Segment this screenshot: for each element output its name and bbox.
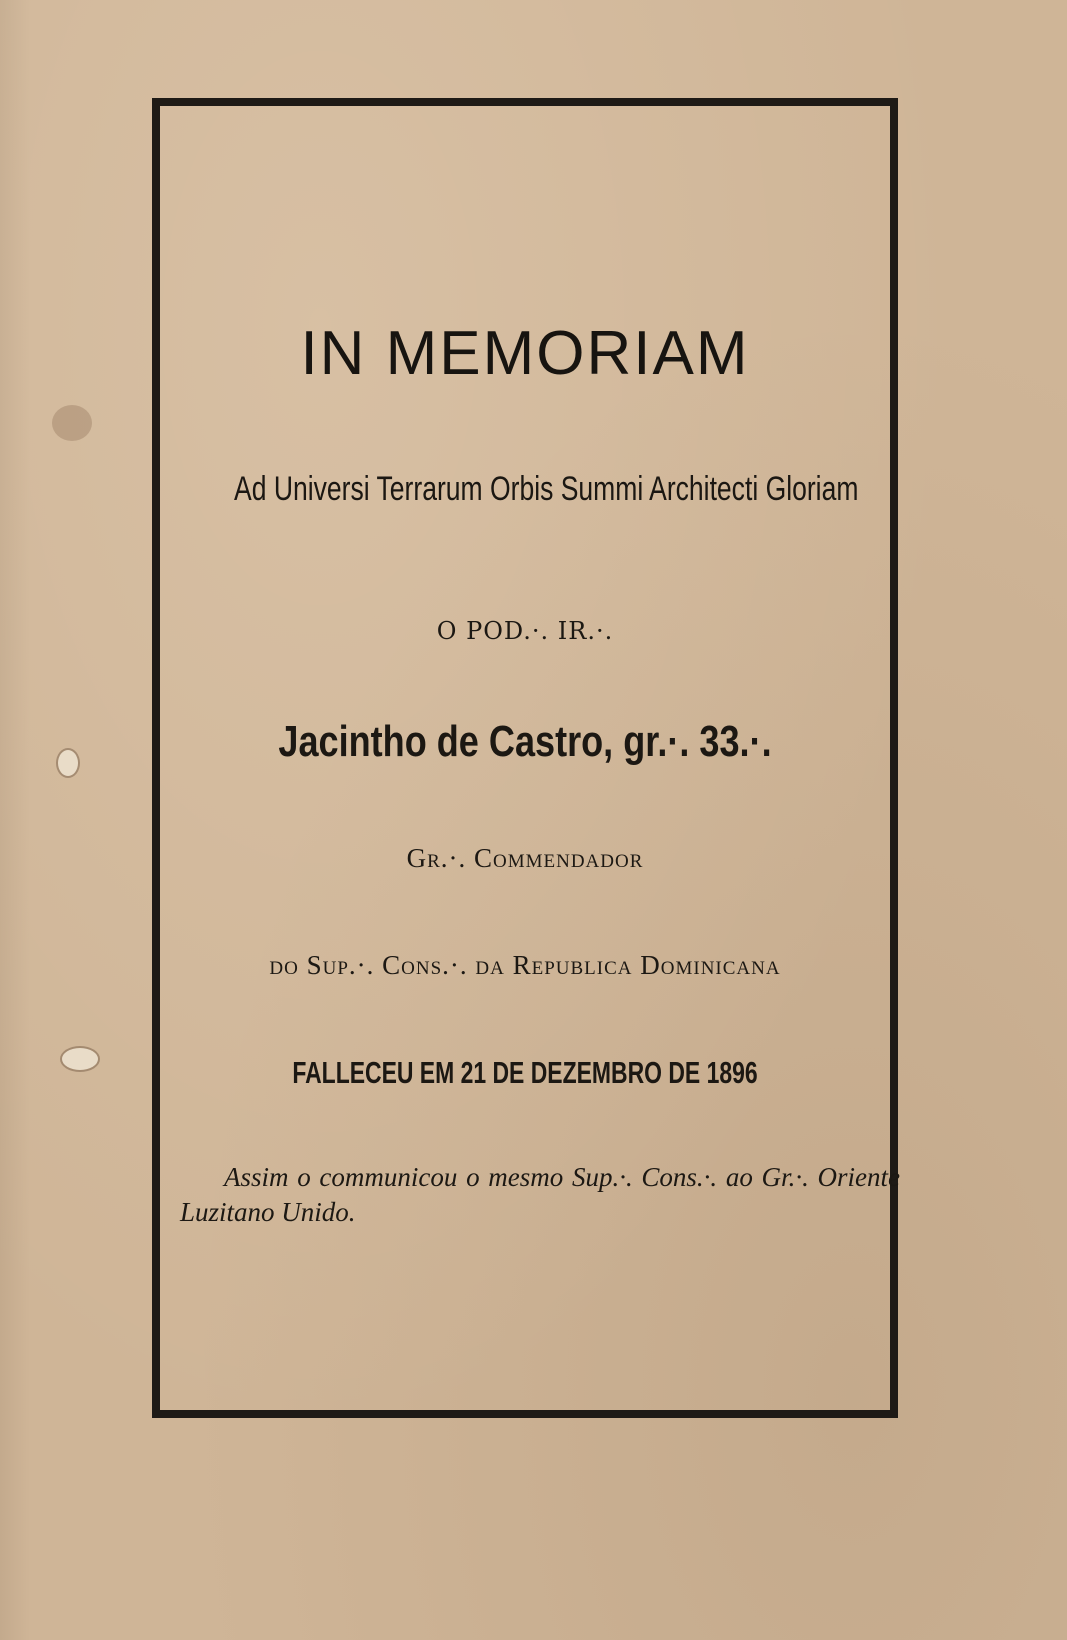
council-line: do Sup.·. Cons.·. da Republica Dominicana <box>269 950 781 980</box>
death-notice: FALLECEU EM 21 DE DEZEMBRO DE 1896 <box>292 1055 758 1090</box>
binding-hole-bottom <box>62 1048 98 1070</box>
memorial-title: IN MEMORIAM <box>300 319 750 388</box>
rank-line: Gr.·. Commendador <box>406 843 644 873</box>
communication-note: Assim o communicou o mesmo Sup.·. Cons.·. ao Gr.·. Oriente Luzitano Unido. <box>180 1162 900 1227</box>
honorific-line: O POD.·. IR.·. <box>436 617 614 645</box>
binding-hole-top <box>58 750 78 776</box>
paper-stain <box>52 405 92 441</box>
deceased-name: Jacintho de Castro, gr.·. 33.·. <box>278 717 772 766</box>
dedication-line: Ad Universi Terrarum Orbis Summi Architecti Gloriam <box>234 470 859 508</box>
